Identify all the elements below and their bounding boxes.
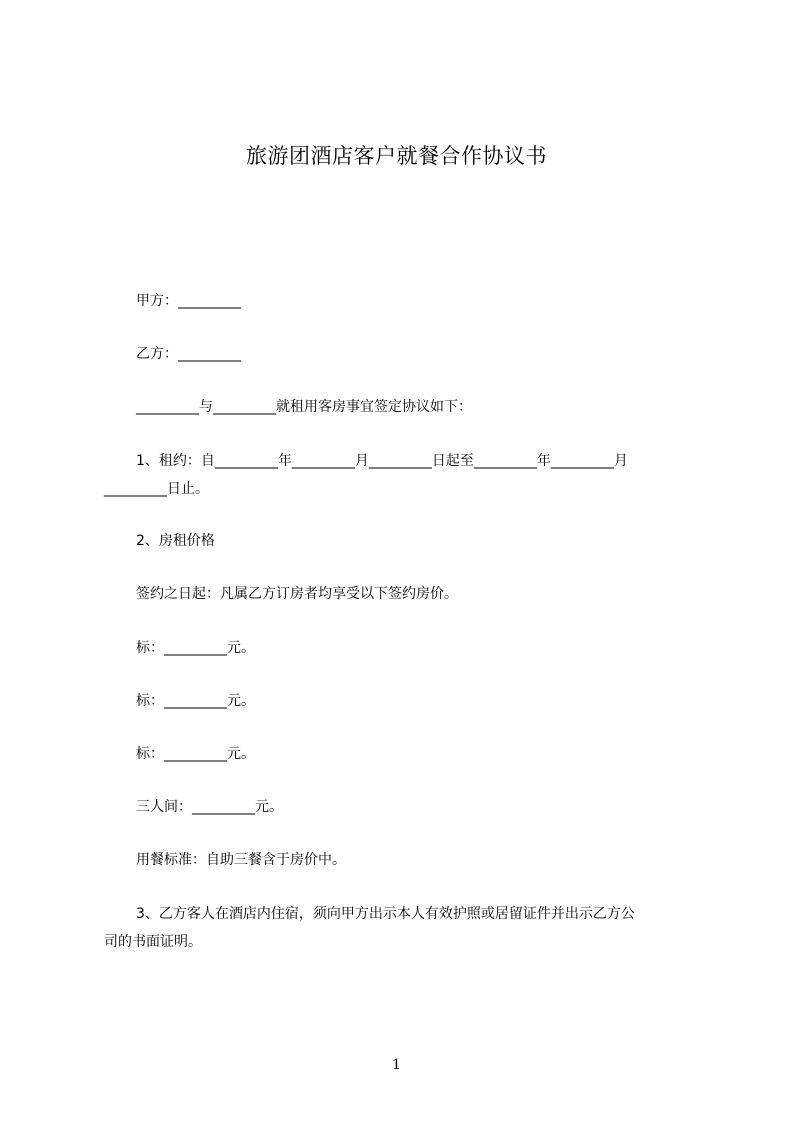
rate-intro-line: 签约之日起：凡属乙方订房者均享受以下签约房价。 <box>136 586 458 602</box>
party-a-line: 甲方：_________ <box>136 293 241 309</box>
clause-1-line: 1、租约：自_________年_________月_________日起至_________年_________月 <box>136 453 628 469</box>
clause-1-continuation: _________日止。 <box>104 481 209 497</box>
page-number: 1 <box>392 1057 401 1073</box>
meal-standard-line: 用餐标准：自助三餐含于房价中。 <box>136 852 346 868</box>
rate-line-triple-room: 三人间：_________元。 <box>136 799 283 815</box>
clause-3-line: 3、乙方客人在酒店内住宿，须向甲方出示本人有效护照或居留证件并出示乙方公 <box>136 906 635 922</box>
rate-line-standard-3: 标：_________元。 <box>136 746 255 762</box>
agreement-intro-line: _________与_________就租用客房事宜签定协议如下： <box>136 399 472 415</box>
rate-line-standard-1: 标：_________元。 <box>136 640 255 656</box>
clause-2-heading: 2、房租价格 <box>136 533 215 549</box>
document-title: 旅游团酒店客户就餐合作协议书 <box>246 144 547 168</box>
rate-line-standard-2: 标：_________元。 <box>136 693 255 709</box>
clause-3-continuation: 司的书面证明。 <box>104 934 202 950</box>
party-b-line: 乙方：_________ <box>136 346 241 362</box>
